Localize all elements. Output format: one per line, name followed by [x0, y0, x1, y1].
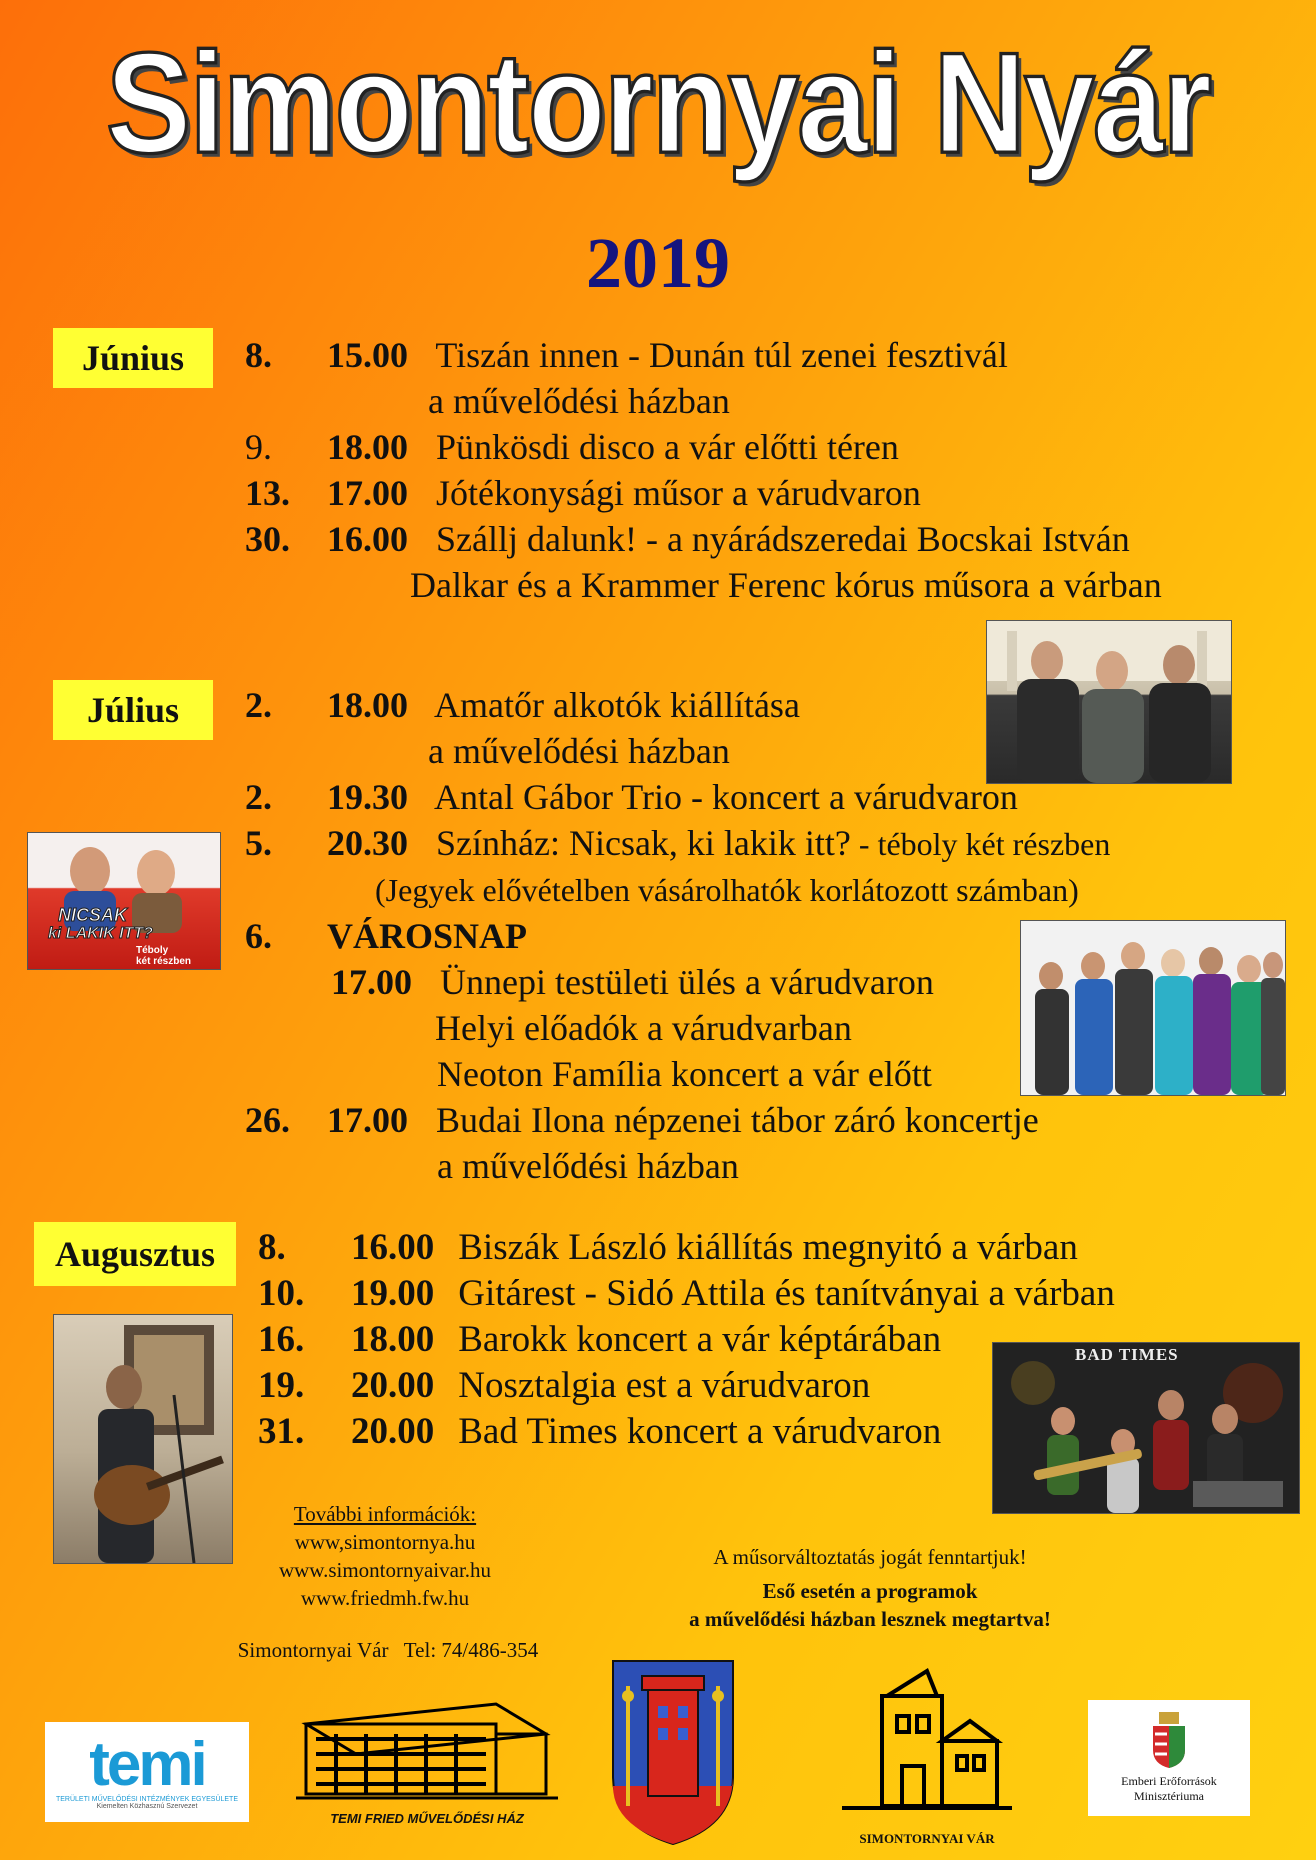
bad-times-photo: [992, 1342, 1300, 1514]
event-row-cont: a művelődési házban: [437, 1146, 739, 1186]
notice-block: [640, 1543, 1100, 1633]
month-label-august: Augusztus: [34, 1222, 236, 1286]
temi-logo: [45, 1722, 249, 1822]
event-row-cont: Neoton Família koncert a vár előtt: [437, 1054, 932, 1094]
month-label-june: Június: [53, 328, 213, 388]
event-row-cont: Helyi előadók a várudvarban: [435, 1008, 852, 1048]
event-row: 10. 19.00 Gitárest - Sidó Attila és tanítványai a várban: [258, 1273, 1115, 1314]
coat-of-arms: [608, 1656, 738, 1846]
event-row-cont: a művelődési házban: [428, 731, 730, 771]
info-link[interactable]: www.friedmh.fw.hu: [300, 1586, 470, 1610]
poster-tag-1: Téboly: [136, 945, 169, 956]
event-row: 16. 18.00 Barokk koncert a vár képtárában: [258, 1319, 942, 1360]
august-events: [258, 1225, 1115, 1455]
event-row: 6. VÁROSNAP: [245, 916, 528, 956]
event-row: 31. 20.00 Bad Times koncert a várudvaron: [258, 1411, 942, 1452]
notice-line-3: a művelődési házban lesznek megtartva!: [689, 1607, 1051, 1631]
event-row: 8. 16.00 Biszák László kiállítás megnyitó a várban: [258, 1227, 1078, 1268]
event-row: 26. 17.00 Budai Ilona népzenei tábor záró koncertje: [245, 1100, 1039, 1140]
fried-house-logo: [296, 1694, 558, 1834]
castle-logo: [842, 1656, 1012, 1856]
bad-times-photo-image: [993, 1343, 1299, 1513]
info-link[interactable]: www.simontornyaivar.hu: [278, 1558, 492, 1582]
poster-title-2: ki LAKIK ITT?: [48, 925, 153, 942]
june-events: [245, 332, 1162, 608]
castle-icon: [842, 1656, 1012, 1826]
event-row: 5. 20.30 Színház: Nicsak, ki lakik itt? - téboly két részben: [245, 823, 1111, 863]
castle-label: SIMONTORNYAI VÁR: [859, 1831, 995, 1846]
temi-logo-sub2: Kiemelten Közhasznú Szervezet: [96, 1803, 198, 1810]
guitarist-photo: [53, 1314, 233, 1564]
bad-times-label: BAD TIMES: [1075, 1345, 1179, 1364]
theater-poster: [27, 832, 221, 970]
temi-logo-sub: TERÜLETI MŰVELŐDÉSI INTÉZMÉNYEK EGYESÜLETE: [55, 1796, 239, 1803]
info-link[interactable]: www,simontornya.hu: [294, 1530, 476, 1554]
july-events: [245, 682, 1110, 1189]
event-row: 2. 19.30 Antal Gábor Trio - koncert a várudvaron: [245, 777, 1018, 817]
neoton-photo: [1020, 920, 1286, 1096]
event-row-cont: (Jegyek elővételben vásárolhatók korlátozott számban): [375, 872, 1079, 908]
event-row: 30. 16.00 Szállj dalunk! - a nyárádszeredai Bocskai István: [245, 519, 1130, 559]
contact-line: Simontornyai Vár Tel: 74/486-354: [237, 1638, 539, 1662]
info-heading: További információk:: [293, 1502, 477, 1526]
info-block: [230, 1500, 540, 1612]
event-row: 19. 20.00 Nosztalgia est a várudvaron: [258, 1365, 871, 1406]
event-row: 17.00 Ünnepi testületi ülés a várudvaron: [331, 962, 934, 1002]
event-row: 2. 18.00 Amatőr alkotók kiállítása: [245, 685, 800, 725]
notice-line-2: Eső esetén a programok: [762, 1579, 978, 1603]
event-row: 13. 17.00 Jótékonysági műsor a várudvaron: [245, 473, 921, 513]
event-row-cont: a művelődési házban: [428, 381, 730, 421]
ministry-logo: [1088, 1700, 1250, 1816]
ministry-label-2: Minisztériuma: [1134, 1789, 1204, 1803]
ministry-label-1: Emberi Erőforrások: [1121, 1774, 1217, 1788]
fried-house-label: TEMI FRIED MŰVELŐDÉSI HÁZ: [330, 1811, 524, 1826]
poster-tag-2: két részben: [136, 956, 192, 967]
event-row-cont: Dalkar és a Krammer Ferenc kórus műsora a várban: [410, 565, 1162, 605]
guitarist-photo-image: [54, 1315, 232, 1563]
poster-title-1: NICSAK: [58, 905, 128, 925]
year: 2019: [586, 223, 730, 303]
building-icon: [296, 1694, 558, 1806]
neoton-photo-image: [1021, 921, 1285, 1095]
coat-of-arms-icon: [608, 1656, 738, 1846]
month-label-july: Július: [53, 680, 213, 740]
notice-line-1: A műsorváltoztatás jogát fenntartjuk!: [713, 1545, 1027, 1569]
temi-logo-text: temi: [89, 1730, 205, 1799]
event-row: 9. 18.00 Pünkösdi disco a vár előtti téren: [245, 427, 899, 467]
page-title: Simontornyai Nyár: [105, 23, 1211, 184]
hungarian-crest-icon: [1149, 1712, 1189, 1768]
event-row: 8. 15.00 Tiszán innen - Dunán túl zenei fesztivál: [245, 335, 1008, 375]
theater-poster-image: [28, 833, 220, 969]
